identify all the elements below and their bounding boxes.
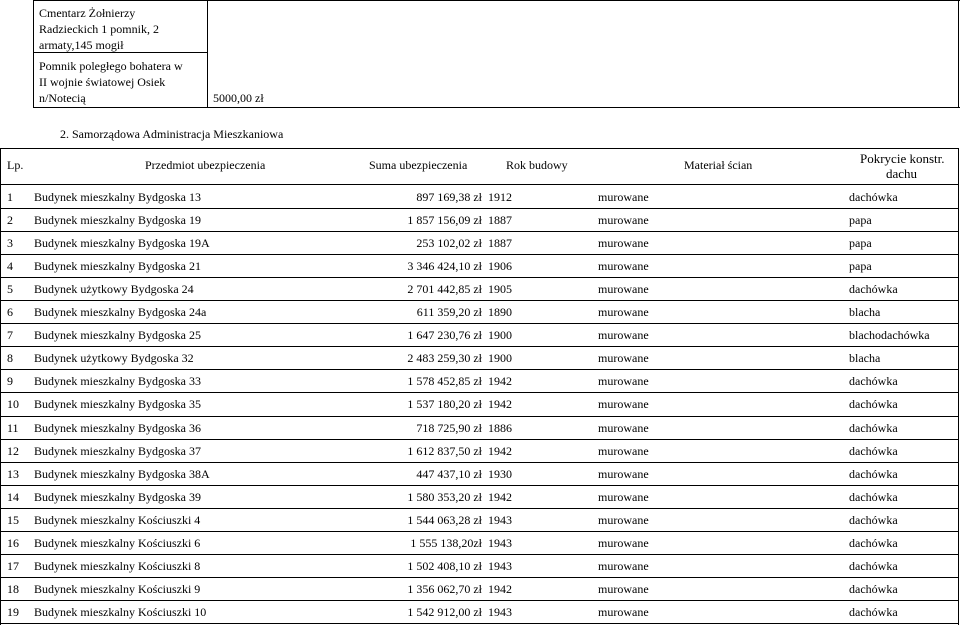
row-subject: Budynek mieszkalny Bydgoska 36 <box>34 420 201 435</box>
row-lp: 18 <box>7 581 19 596</box>
top-row-divider <box>33 52 208 53</box>
row-divider <box>0 439 959 440</box>
row-walls: murowane <box>598 213 649 228</box>
row-lp: 14 <box>7 489 19 504</box>
row-year: 1942 <box>488 374 512 389</box>
row-sum: 1 502 408,10 zł <box>407 558 482 573</box>
row-sum: 897 169,38 zł <box>416 190 482 204</box>
row-sum: 2 701 442,85 zł <box>407 282 482 297</box>
row-walls: murowane <box>598 489 649 504</box>
row-subject: Budynek mieszkalny Bydgoska 25 <box>34 328 201 343</box>
row-lp: 7 <box>7 328 13 343</box>
row-lp: 1 <box>7 190 13 204</box>
row-lp: 5 <box>7 282 13 297</box>
row-roof: blacha <box>849 305 881 320</box>
row-year: 1886 <box>488 420 512 435</box>
row-year: 1942 <box>488 489 512 504</box>
row-walls: murowane <box>598 420 649 435</box>
row-divider <box>0 462 959 463</box>
row-walls: murowane <box>598 558 649 573</box>
row-walls: murowane <box>598 512 649 527</box>
row-divider <box>0 531 959 532</box>
row-subject: Budynek mieszkalny Bydgoska 38A <box>34 466 210 481</box>
row-divider <box>0 485 959 486</box>
row-subject: Budynek mieszkalny Kościuszki 4 <box>34 512 201 527</box>
row-sum: 1 857 156,09 zł <box>407 213 482 228</box>
row-walls: murowane <box>598 535 649 550</box>
row-lp: 10 <box>7 397 19 412</box>
row-year: 1906 <box>488 259 512 274</box>
monument-line-3: n/Notecią <box>39 91 86 105</box>
row-subject: Budynek użytkowy Bydgoska 24 <box>34 282 194 297</box>
row-year: 1900 <box>488 328 512 343</box>
row-divider <box>0 254 959 255</box>
row-walls: murowane <box>598 305 649 320</box>
header-walls: Materiał ścian <box>684 158 753 172</box>
row-divider <box>0 369 959 370</box>
row-walls: murowane <box>598 466 649 481</box>
row-subject: Budynek mieszkalny Bydgoska 35 <box>34 397 201 412</box>
row-lp: 9 <box>7 374 13 389</box>
row-subject: Budynek mieszkalny Kościuszki 6 <box>34 535 201 550</box>
row-roof: dachówka <box>849 282 898 297</box>
monument-line-1: Pomnik poległego bohatera w <box>39 59 183 73</box>
row-sum: 1 542 912,00 zł <box>407 604 482 619</box>
row-year: 1943 <box>488 604 512 619</box>
section-title: 2. Samorządowa Administracja Mieszkaniowa <box>60 127 284 141</box>
row-sum: 253 102,02 zł <box>416 236 482 251</box>
row-subject: Budynek mieszkalny Kościuszki 10 <box>34 604 207 619</box>
row-divider <box>0 346 959 347</box>
row-sum: 1 612 837,50 zł <box>407 443 482 458</box>
row-year: 1930 <box>488 466 512 481</box>
row-year: 1942 <box>488 443 512 458</box>
row-lp: 6 <box>7 305 13 320</box>
row-year: 1890 <box>488 305 512 320</box>
monument-line-2: II wojnie światowej Osiek <box>39 75 166 89</box>
row-sum: 447 437,10 zł <box>416 466 482 481</box>
header-bottom-border <box>0 184 959 185</box>
row-roof: dachówka <box>849 397 898 412</box>
row-year: 1943 <box>488 558 512 573</box>
row-subject: Budynek mieszkalny Bydgoska 19A <box>34 236 210 251</box>
row-sum: 1 555 138,20zł <box>410 535 482 550</box>
row-lp: 4 <box>7 259 13 274</box>
row-year: 1942 <box>488 397 512 412</box>
row-divider <box>0 600 959 601</box>
row-roof: papa <box>849 213 872 228</box>
row-roof: dachówka <box>849 581 898 596</box>
row-year: 1943 <box>488 535 512 550</box>
top-border <box>33 0 960 1</box>
row-divider <box>0 323 959 324</box>
row-year: 1912 <box>488 190 512 204</box>
row-lp: 12 <box>7 443 19 458</box>
row-year: 1900 <box>488 351 512 366</box>
row-divider <box>0 554 959 555</box>
cemetery-line-2: Radzieckich 1 pomnik, 2 <box>39 22 159 36</box>
row-lp: 8 <box>7 351 13 366</box>
row-walls: murowane <box>598 604 649 619</box>
row-roof: dachówka <box>849 190 898 204</box>
row-roof: papa <box>849 259 872 274</box>
row-sum: 611 359,20 zł <box>416 305 482 320</box>
top-section-bottom-border <box>33 107 960 108</box>
row-roof: dachówka <box>849 489 898 504</box>
row-roof: dachówka <box>849 466 898 481</box>
row-subject: Budynek mieszkalny Kościuszki 8 <box>34 558 201 573</box>
row-roof: dachówka <box>849 604 898 619</box>
row-divider <box>0 416 959 417</box>
row-sum: 1 544 063,28 zł <box>407 512 482 527</box>
row-sum: 2 483 259,30 zł <box>407 351 482 366</box>
row-divider <box>0 577 959 578</box>
row-walls: murowane <box>598 190 649 204</box>
row-lp: 2 <box>7 213 13 228</box>
row-roof: dachówka <box>849 443 898 458</box>
row-subject: Budynek mieszkalny Bydgoska 39 <box>34 489 201 504</box>
top-col-divider <box>207 0 208 108</box>
top-left-border <box>33 0 34 108</box>
row-walls: murowane <box>598 328 649 343</box>
row-subject: Budynek mieszkalny Bydgoska 13 <box>34 190 201 204</box>
row-roof: papa <box>849 236 872 251</box>
row-subject: Budynek mieszkalny Bydgoska 24a <box>34 305 207 320</box>
row-divider <box>0 277 959 278</box>
row-walls: murowane <box>598 374 649 389</box>
header-roof-line1: Pokrycie konstr. <box>860 151 945 166</box>
row-walls: murowane <box>598 236 649 251</box>
row-walls: murowane <box>598 259 649 274</box>
row-subject: Budynek mieszkalny Bydgoska 37 <box>34 443 201 458</box>
row-roof: dachówka <box>849 535 898 550</box>
header-year: Rok budowy <box>506 158 568 172</box>
row-sum: 1 578 452,85 zł <box>407 374 482 389</box>
row-year: 1887 <box>488 236 512 251</box>
row-divider <box>0 508 959 509</box>
row-subject: Budynek mieszkalny Bydgoska 21 <box>34 259 201 274</box>
row-divider <box>0 208 959 209</box>
row-subject: Budynek mieszkalny Bydgoska 33 <box>34 374 201 389</box>
row-roof: dachówka <box>849 512 898 527</box>
row-roof: blachodachówka <box>849 328 930 343</box>
row-roof: dachówka <box>849 558 898 573</box>
row-lp: 17 <box>7 558 19 573</box>
row-lp: 19 <box>7 604 19 619</box>
table-bottom-border <box>0 623 959 624</box>
header-subject: Przedmiot ubezpieczenia <box>145 158 266 172</box>
row-sum: 3 346 424,10 zł <box>407 259 482 274</box>
row-year: 1942 <box>488 581 512 596</box>
cemetery-line-1: Cmentarz Żołnierzy <box>39 6 136 20</box>
row-walls: murowane <box>598 351 649 366</box>
cemetery-line-3: armaty,145 mogił <box>39 38 124 52</box>
monument-value: 5000,00 zł <box>213 91 264 105</box>
row-sum: 718 725,90 zł <box>416 420 482 435</box>
row-sum: 1 356 062,70 zł <box>407 581 482 596</box>
header-sum: Suma ubezpieczenia <box>369 158 468 172</box>
row-roof: blacha <box>849 351 881 366</box>
row-sum: 1 647 230,76 zł <box>407 328 482 343</box>
row-divider <box>0 300 959 301</box>
top-right-border <box>958 0 959 108</box>
row-year: 1905 <box>488 282 512 297</box>
row-lp: 3 <box>7 236 13 251</box>
row-walls: murowane <box>598 397 649 412</box>
row-subject: Budynek użytkowy Bydgoska 32 <box>34 351 194 366</box>
row-walls: murowane <box>598 282 649 297</box>
header-lp: Lp. <box>7 158 24 172</box>
row-subject: Budynek mieszkalny Kościuszki 9 <box>34 581 201 596</box>
row-sum: 1 580 353,20 zł <box>407 489 482 504</box>
row-walls: murowane <box>598 581 649 596</box>
row-year: 1887 <box>488 213 512 228</box>
row-roof: dachówka <box>849 420 898 435</box>
row-lp: 15 <box>7 512 19 527</box>
row-roof: dachówka <box>849 374 898 389</box>
row-walls: murowane <box>598 443 649 458</box>
row-divider <box>0 392 959 393</box>
row-lp: 11 <box>7 420 19 435</box>
header-roof-line2: dachu <box>886 166 918 181</box>
row-lp: 16 <box>7 535 19 550</box>
row-sum: 1 537 180,20 zł <box>407 397 482 412</box>
table-top-border <box>0 148 959 149</box>
row-subject: Budynek mieszkalny Bydgoska 19 <box>34 213 201 228</box>
row-divider <box>0 231 959 232</box>
row-lp: 13 <box>7 466 19 481</box>
row-year: 1943 <box>488 512 512 527</box>
